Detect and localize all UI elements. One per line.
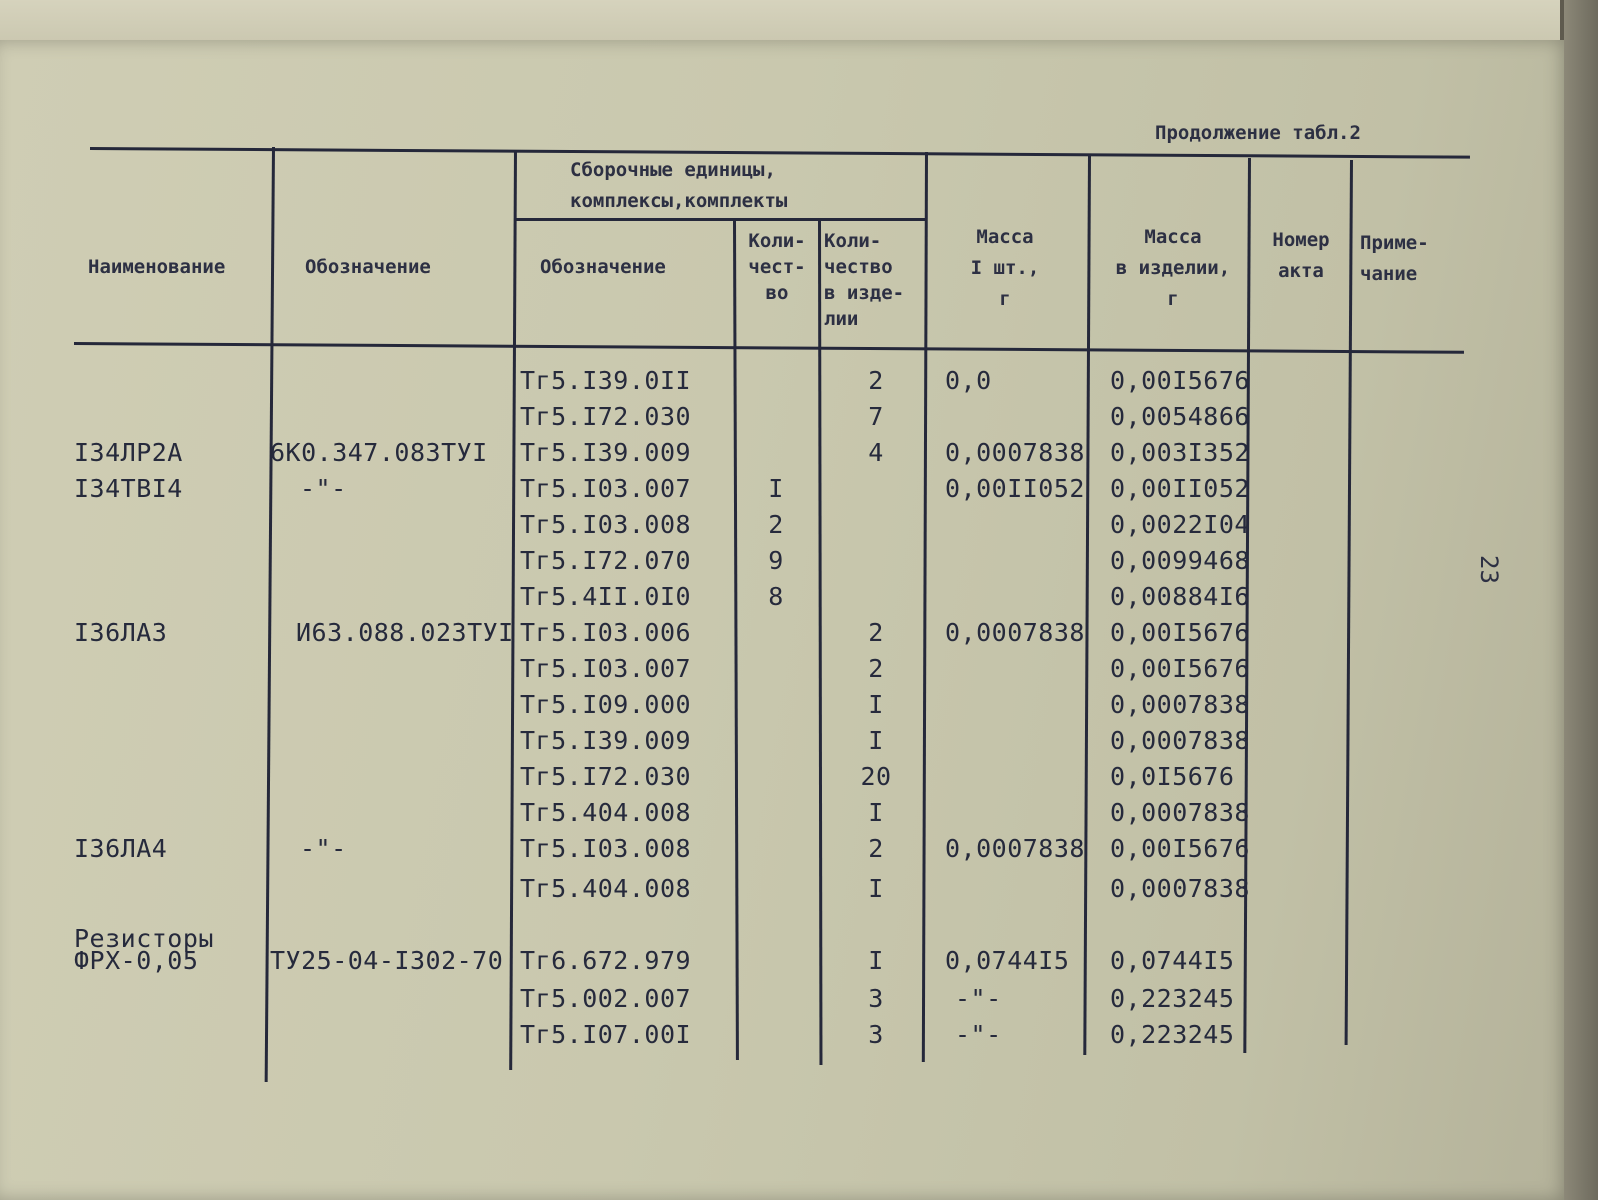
- header-note: Приме- чание: [1360, 232, 1429, 285]
- row-mass-unit-cell: 0,0007838: [945, 438, 1085, 467]
- row-designation-cell: -"-: [300, 834, 347, 863]
- row-mass-unit-cell: 0,00II052: [945, 474, 1085, 503]
- row-mass-product-cell: 0,223245: [1110, 984, 1235, 1013]
- row-mass-product-cell: 0,223245: [1110, 1020, 1235, 1049]
- header-assembly-designation: Обозначение: [540, 256, 666, 278]
- row-name-cell: I36ЛА4: [74, 834, 168, 863]
- row-name-cell: I34ЛР2А: [74, 438, 183, 467]
- header-mass-unit: Масса I шт., г: [970, 226, 1040, 310]
- row-quantity-in-product-cell: 3: [868, 1020, 884, 1049]
- row-assembly-designation-cell: Тг5.I03.008: [520, 510, 692, 539]
- row-assembly-designation-cell: Тг5.I03.007: [520, 474, 692, 503]
- row-assembly-designation-cell: Тг5.I39.0II: [520, 366, 692, 395]
- row-quantity-in-product-cell: I: [868, 874, 884, 903]
- row-mass-product-cell: 0,00I5676: [1110, 834, 1250, 863]
- row-mass-product-cell: 0,0007838: [1110, 690, 1250, 719]
- row-quantity-in-product-cell: I: [868, 690, 884, 719]
- row-assembly-designation-cell: Тг5.I03.006: [520, 618, 692, 647]
- row-assembly-designation-cell: Тг5.404.008: [520, 874, 692, 903]
- page-number: 23: [1475, 555, 1503, 584]
- row-quantity-cell: 2: [768, 510, 784, 539]
- row-mass-product-cell: 0,0099468: [1110, 546, 1250, 575]
- row-quantity-in-product-cell: 2: [868, 834, 884, 863]
- row-quantity-in-product-cell: 2: [868, 366, 884, 395]
- row-mass-unit-cell: 0,0007838: [945, 834, 1085, 863]
- row-assembly-designation-cell: Тг5.I03.007: [520, 654, 692, 683]
- row-designation-cell: -"-: [300, 474, 347, 503]
- row-mass-product-cell: 0,00I5676: [1110, 654, 1250, 683]
- header-quantity: Коли- чест- во: [748, 230, 806, 304]
- row-assembly-designation-cell: Тг5.I39.009: [520, 726, 692, 755]
- row-mass-product-cell: 0,00884I6: [1110, 582, 1250, 611]
- header-designation: Обозначение: [305, 256, 431, 278]
- group-header-divider: [515, 218, 925, 221]
- row-mass-unit-cell: 0,0: [945, 366, 992, 395]
- book-edge: [1564, 0, 1598, 1200]
- row-quantity-in-product-cell: 2: [868, 618, 884, 647]
- row-assembly-designation-cell: Тг5.I72.030: [520, 762, 692, 791]
- row-assembly-designation-cell: Тг5.I09.000: [520, 690, 692, 719]
- row-designation-cell: ТУ25-04-I302-70: [270, 946, 504, 975]
- header-assemblies-group: Сборочные единицы, комплексы,комплекты: [570, 159, 788, 212]
- row-quantity-in-product-cell: 4: [868, 438, 884, 467]
- row-mass-product-cell: 0,0I5676: [1110, 762, 1235, 791]
- row-assembly-designation-cell: Тг5.002.007: [520, 984, 692, 1013]
- header-quantity-in-product: Коли- чество в изде- лии: [824, 230, 905, 330]
- row-mass-product-cell: 0,00I5676: [1110, 618, 1250, 647]
- row-quantity-in-product-cell: I: [868, 946, 884, 975]
- row-mass-unit-cell: -"-: [955, 984, 1002, 1013]
- row-mass-product-cell: 0,00II052: [1110, 474, 1250, 503]
- table-caption: Продолжение табл.2: [1155, 122, 1361, 144]
- header-mass-product: Масса в изделии, г: [1115, 226, 1231, 310]
- row-quantity-cell: I: [768, 474, 784, 503]
- row-quantity-cell: 8: [768, 582, 784, 611]
- row-quantity-in-product-cell: I: [868, 798, 884, 827]
- row-mass-product-cell: 0,0022I04: [1110, 510, 1250, 539]
- row-name-cell: Резисторы: [74, 924, 214, 953]
- row-quantity-cell: 9: [768, 546, 784, 575]
- row-name-cell: I36ЛА3: [74, 618, 168, 647]
- row-assembly-designation-cell: Тг5.I72.070: [520, 546, 692, 575]
- row-name-cell: ФРХ-0,05: [74, 946, 199, 975]
- row-quantity-in-product-cell: 7: [868, 402, 884, 431]
- row-mass-product-cell: 0,003I352: [1110, 438, 1250, 467]
- row-quantity-in-product-cell: I: [868, 726, 884, 755]
- row-assembly-designation-cell: Тг6.672.979: [520, 946, 692, 975]
- row-mass-product-cell: 0,0007838: [1110, 798, 1250, 827]
- row-mass-product-cell: 0,00I5676: [1110, 366, 1250, 395]
- row-mass-product-cell: 0,0054866: [1110, 402, 1250, 431]
- row-mass-product-cell: 0,0007838: [1110, 726, 1250, 755]
- row-assembly-designation-cell: Тг5.I03.008: [520, 834, 692, 863]
- row-designation-cell: 6К0.347.083ТУI: [270, 438, 488, 467]
- row-quantity-in-product-cell: 20: [860, 762, 892, 791]
- row-assembly-designation-cell: Тг5.404.008: [520, 798, 692, 827]
- row-mass-unit-cell: 0,0007838: [945, 618, 1085, 647]
- row-quantity-in-product-cell: 3: [868, 984, 884, 1013]
- row-name-cell: I34ТВI4: [74, 474, 183, 503]
- header-act-number: Номер акта: [1272, 229, 1330, 282]
- row-assembly-designation-cell: Тг5.I72.030: [520, 402, 692, 431]
- header-name: Наименование: [88, 256, 226, 278]
- row-mass-unit-cell: -"-: [955, 1020, 1002, 1049]
- row-quantity-in-product-cell: 2: [868, 654, 884, 683]
- row-mass-product-cell: 0,0007838: [1110, 874, 1250, 903]
- row-assembly-designation-cell: Тг5.I07.00I: [520, 1020, 692, 1049]
- row-designation-cell: И63.088.023ТУI: [296, 618, 514, 647]
- row-mass-unit-cell: 0,0744I5: [945, 946, 1070, 975]
- row-assembly-designation-cell: Тг5.I39.009: [520, 438, 692, 467]
- row-assembly-designation-cell: Тг5.4II.0I0: [520, 582, 692, 611]
- row-mass-product-cell: 0,0744I5: [1110, 946, 1235, 975]
